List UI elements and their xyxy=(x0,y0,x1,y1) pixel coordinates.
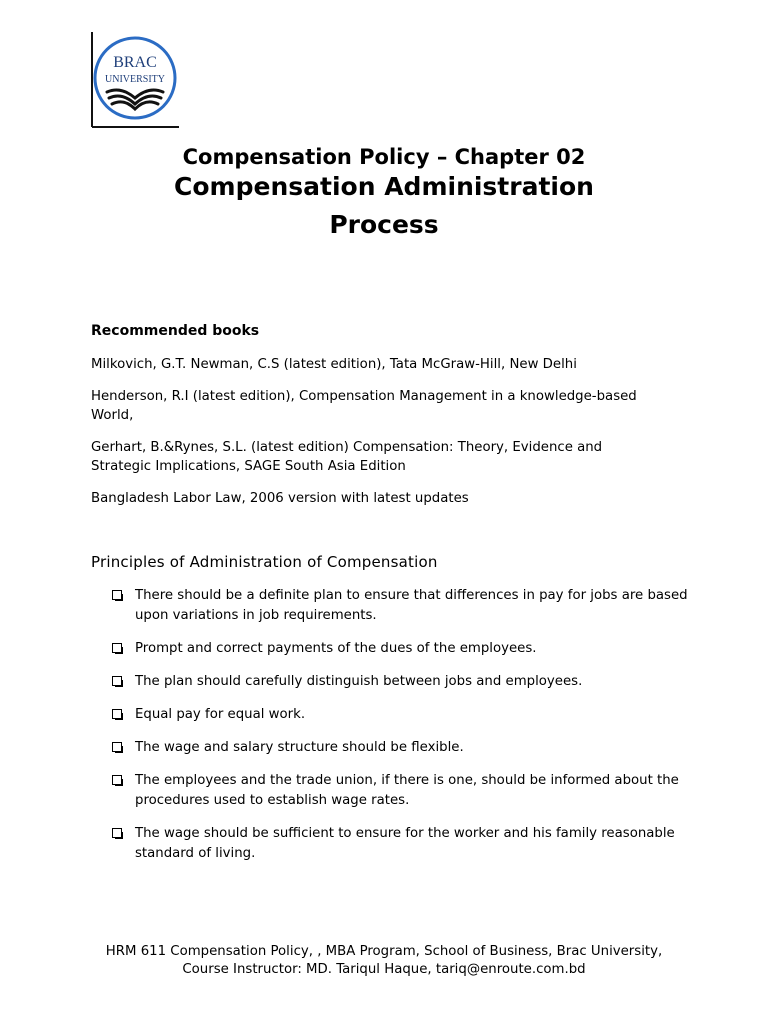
list-item-text: The plan should carefully distinguish between jobs and employees. xyxy=(135,674,583,689)
brac-university-logo xyxy=(91,32,183,128)
checkbox-bullet-icon xyxy=(112,709,122,719)
checkbox-bullet-icon xyxy=(112,742,122,752)
page-title-line-2: Process xyxy=(329,210,439,239)
checkbox-bullet-icon xyxy=(112,828,122,838)
list-item xyxy=(112,586,692,626)
logo-text-university: UNIVERSITY xyxy=(105,74,165,85)
book-reference: Henderson, R.I (latest edition), Compensation Management in a knowledge-based World, xyxy=(91,389,637,423)
footer-course-info: HRM 611 Compensation Policy, , MBA Program, School of Business, Brac University, xyxy=(105,944,663,959)
list-item xyxy=(112,705,692,725)
list-item xyxy=(112,639,692,659)
recommended-books-heading: Recommended books xyxy=(91,323,260,339)
open-book-icon xyxy=(107,90,163,109)
book-reference: Bangladesh Labor Law, 2006 version with latest updates xyxy=(91,491,469,506)
list-item-text: The wage and salary structure should be flexible. xyxy=(135,740,464,755)
list-item xyxy=(112,824,692,864)
page-title-line-1: Compensation Administration xyxy=(174,172,594,201)
checkbox-bullet-icon xyxy=(112,590,122,600)
logo-text-brac: BRAC xyxy=(113,54,157,71)
checkbox-bullet-icon xyxy=(112,643,122,653)
chapter-subtitle: Compensation Policy – Chapter 02 xyxy=(182,145,586,169)
list-item xyxy=(112,738,692,758)
list-item-text: Prompt and correct payments of the dues of the employees. xyxy=(135,641,537,656)
list-item xyxy=(112,771,692,811)
book-reference: Milkovich, G.T. Newman, C.S (latest edition), Tata McGraw-Hill, New Delhi xyxy=(91,357,577,372)
list-item xyxy=(112,672,692,692)
list-item-text: The wage should be sufficient to ensure for the worker and his family reasonable standard of living. xyxy=(135,826,675,861)
list-item-text: Equal pay for equal work. xyxy=(135,707,306,722)
list-item-text: The employees and the trade union, if there is one, should be informed about the procedures used to establish wage rates. xyxy=(135,773,679,808)
principles-heading: Principles of Administration of Compensation xyxy=(91,553,438,571)
principles-list xyxy=(112,586,692,877)
list-item-text: There should be a definite plan to ensure that differences in pay for jobs are based upon variations in job requirements. xyxy=(135,588,688,623)
checkbox-bullet-icon xyxy=(112,775,122,785)
book-reference: Gerhart, B.&Rynes, S.L. (latest edition) Compensation: Theory, Evidence and Strategic Implications, SAGE South Asia Edition xyxy=(91,440,603,474)
footer-instructor-info: Course Instructor: MD. Tariqul Haque, tariq@enroute.com.bd xyxy=(182,962,586,977)
checkbox-bullet-icon xyxy=(112,676,122,686)
